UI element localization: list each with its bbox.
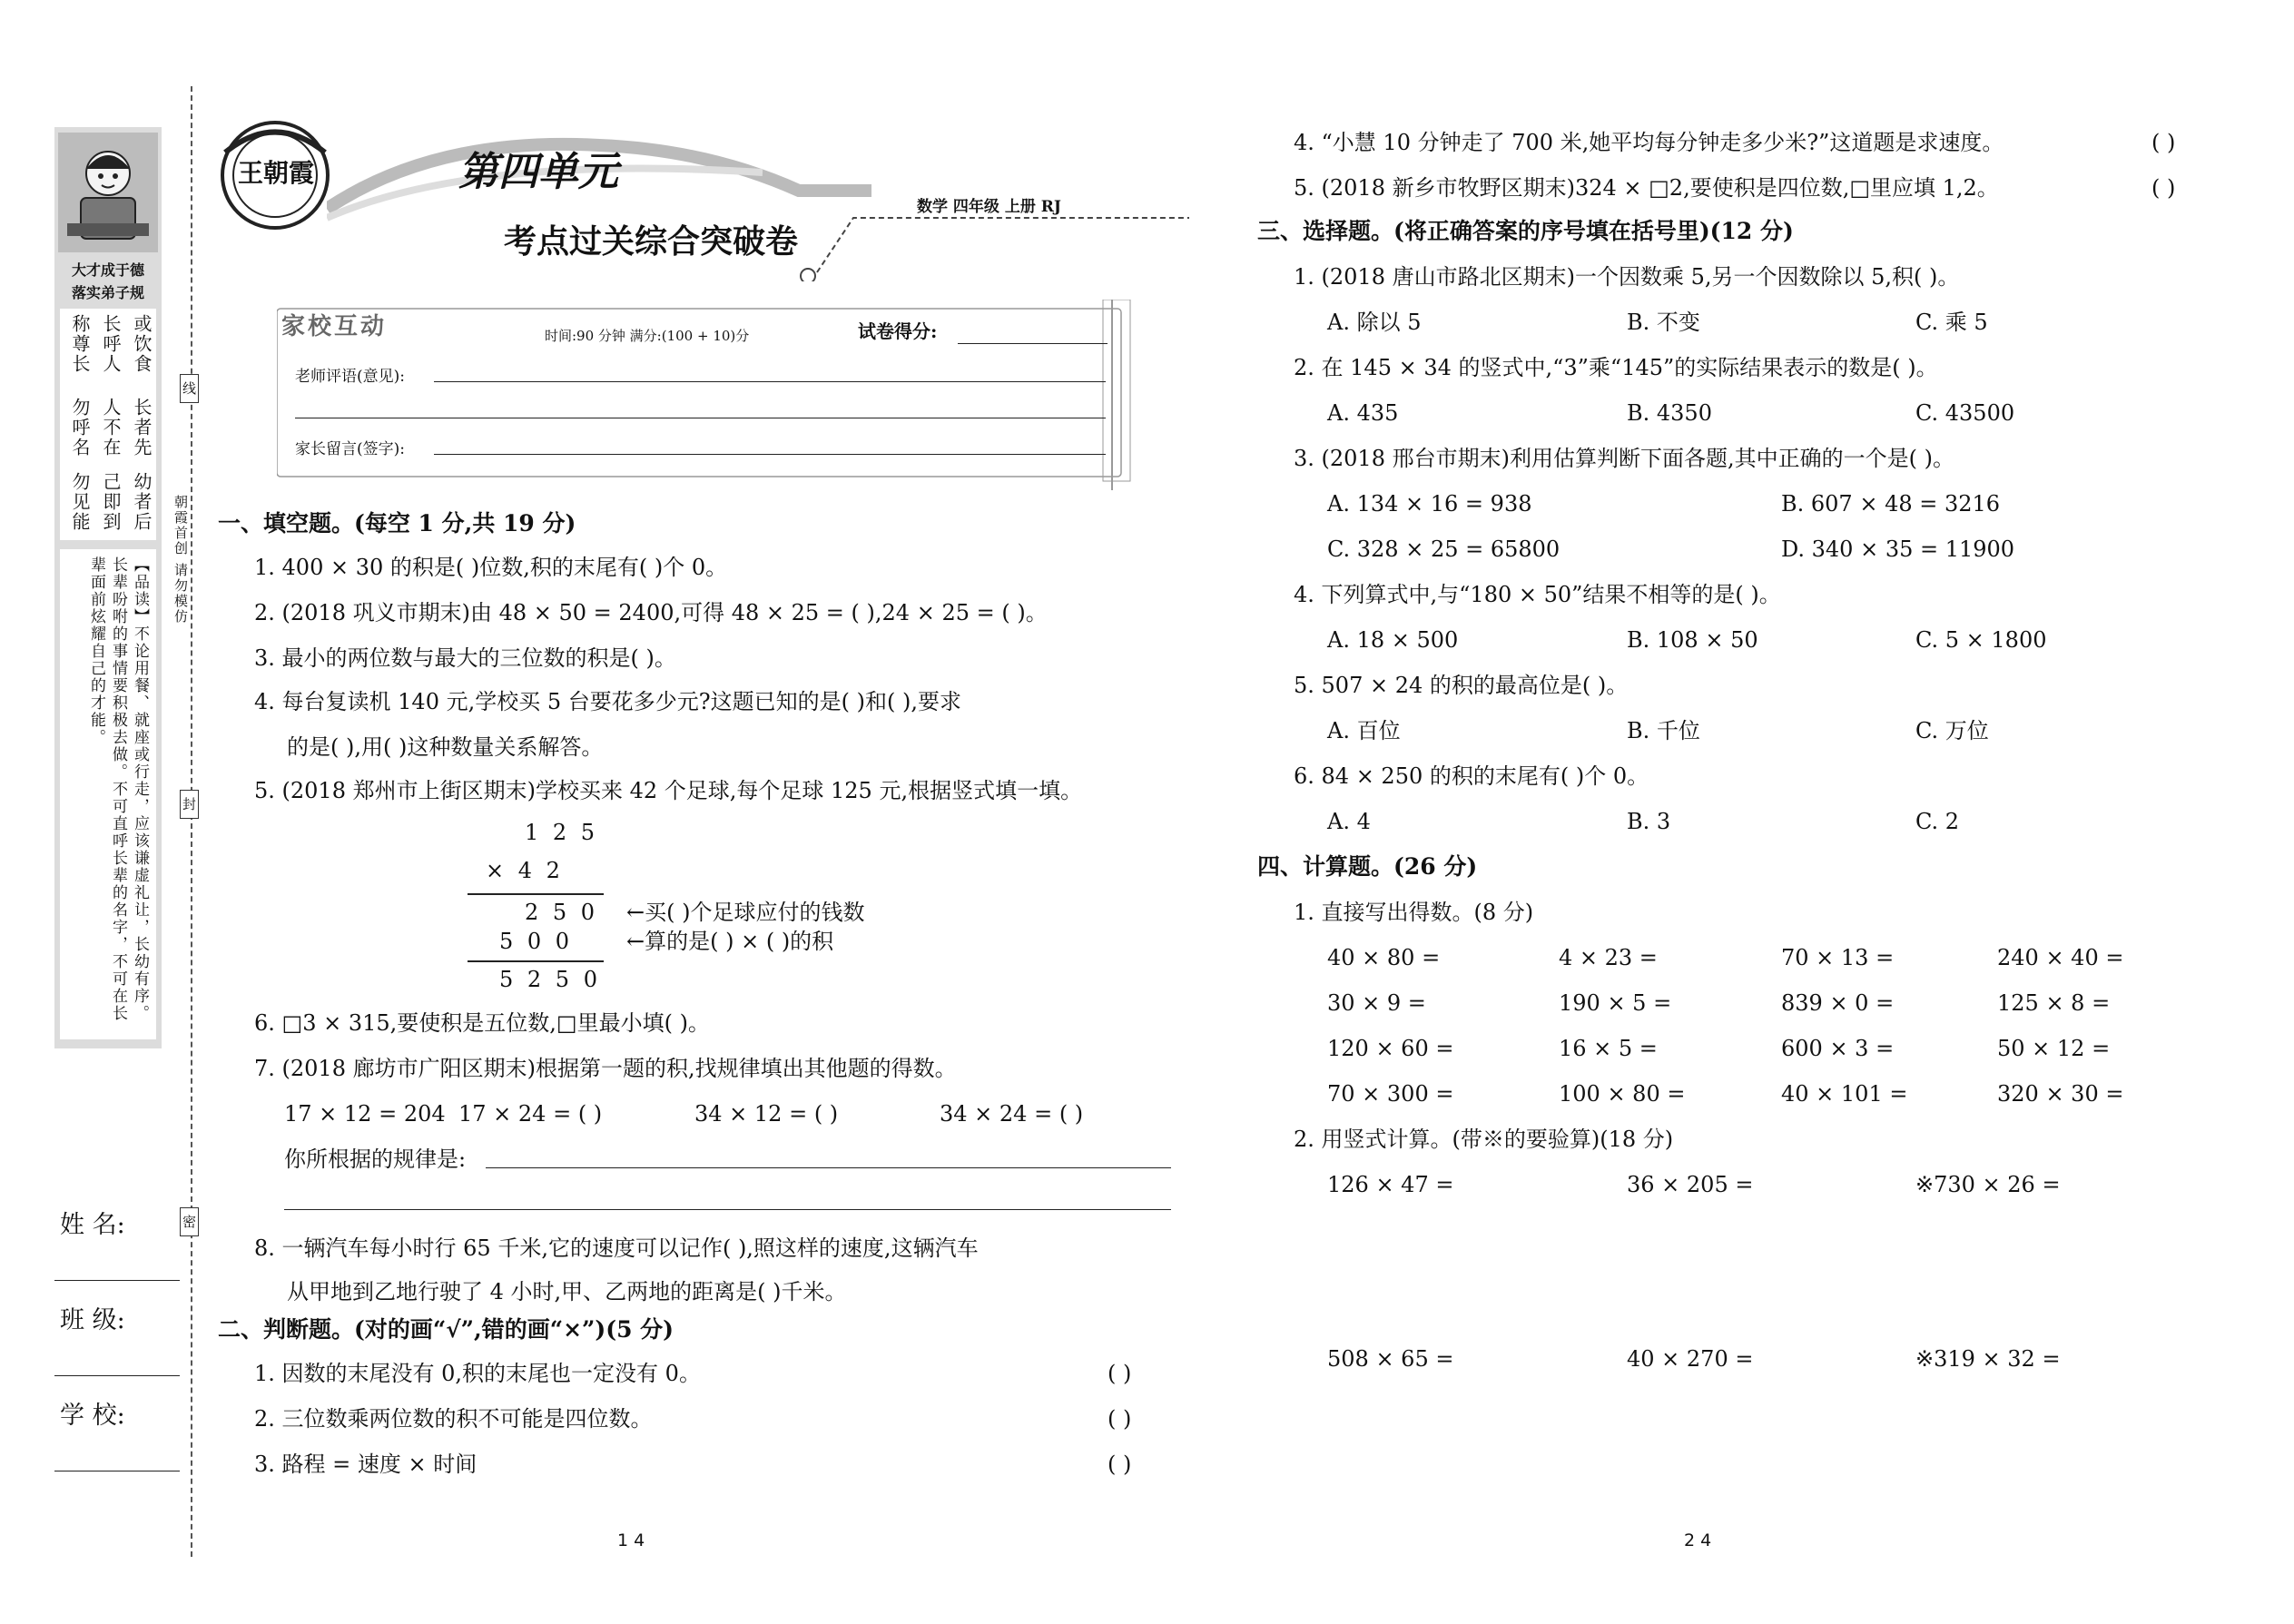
q7-rule-field[interactable] xyxy=(486,1167,1171,1168)
poem-col: 称尊长 xyxy=(69,314,91,374)
vertical-calc-row: 2 5 0 xyxy=(525,900,599,925)
paper-subtitle: 考点过关综合突破卷 xyxy=(504,222,799,261)
subject-meta: 数学 四年级 上册 RJ xyxy=(917,198,1061,216)
oral-calc: 125 × 8 = xyxy=(1997,990,2111,1016)
vertical-calc-row: × 4 2 xyxy=(486,858,564,883)
oral-calc: 30 × 9 = xyxy=(1327,990,1426,1016)
fold-mark: 封 xyxy=(180,790,199,819)
oral-calc: 4 × 23 = xyxy=(1559,945,1658,970)
poem-box xyxy=(60,309,156,540)
choice-option: C. 328 × 25 = 65800 xyxy=(1327,536,1561,562)
school-label: 学 校: xyxy=(60,1402,125,1430)
question-3: 3. 最小的两位数与最大的三位数的积是( )。 xyxy=(254,645,676,671)
q7-item: 34 × 12 = ( ) xyxy=(694,1101,839,1127)
choice-option: B. 4350 xyxy=(1627,400,1712,426)
choice-option: C. 乘 5 xyxy=(1915,310,1988,335)
choice-option: B. 607 × 48 = 3216 xyxy=(1781,491,2001,517)
written-calc: 40 × 270 = xyxy=(1627,1346,1754,1372)
choice-option: C. 万位 xyxy=(1915,718,1989,743)
poem-col: 长呼人 xyxy=(100,314,122,374)
parent-comment-field[interactable] xyxy=(434,454,1106,455)
judge-4: 4. “小慧 10 分钟走了 700 米,她平均每分钟走多少米?”这道题是求速度。 xyxy=(1294,130,2004,155)
choice-option: B. 不变 xyxy=(1627,310,1700,335)
section-judge-title: 二、判断题。(对的画“√”,错的画“×”)(5 分) xyxy=(218,1316,674,1343)
question-4-cont: 的是( ),用( )这种数量关系解答。 xyxy=(287,734,604,760)
judge-1: 1. 因数的末尾没有 0,积的末尾也一定没有 0。 xyxy=(254,1361,701,1386)
written-calc: ※730 × 26 = xyxy=(1915,1172,2061,1197)
question-7: 7. (2018 廊坊市广阳区期末)根据第一题的积,找规律填出其他题的得数。 xyxy=(254,1056,957,1081)
judge-answer[interactable]: ( ) xyxy=(2151,130,2176,155)
name-label: 姓 名: xyxy=(60,1211,125,1239)
q7-rule-label: 你所根据的规律是: xyxy=(284,1147,467,1172)
poem-col: 勿呼名 xyxy=(69,398,91,458)
choice-option: A. 18 × 500 xyxy=(1327,627,1459,653)
calc-line xyxy=(468,960,604,962)
q7-item: 17 × 24 = ( ) xyxy=(458,1101,603,1127)
q7-rule-field-2[interactable] xyxy=(284,1209,1171,1210)
arrow-note-2: ←算的是( ) × ( )的积 xyxy=(626,929,834,954)
written-calc: 126 × 47 = xyxy=(1327,1172,1454,1197)
oral-calc: 100 × 80 = xyxy=(1559,1081,1686,1107)
copyright-notice: 朝霞首创 请勿模仿 xyxy=(172,495,189,625)
fold-mark: 线 xyxy=(180,374,199,403)
poem-col: 己即到 xyxy=(100,472,122,532)
oral-calc: 320 × 30 = xyxy=(1997,1081,2124,1107)
motto-line-2: 落实弟子规 xyxy=(71,284,144,301)
reading-box xyxy=(60,549,156,1039)
calc-part-1: 1. 直接写出得数。(8 分) xyxy=(1294,900,1534,925)
fold-mark: 密 xyxy=(180,1207,199,1236)
judge-answer[interactable]: ( ) xyxy=(1108,1361,1132,1386)
choice-5: 5. 507 × 24 的积的最高位是( )。 xyxy=(1294,673,1629,698)
question-8: 8. 一辆汽车每小时行 65 千米,它的速度可以记作( ),照这样的速度,这辆汽车 xyxy=(254,1235,979,1261)
page-number-left: 1 4 xyxy=(617,1530,645,1550)
judge-5: 5. (2018 新乡市牧野区期末)324 × □2,要使积是四位数,□里应填 1,2。 xyxy=(1294,175,1999,201)
choice-option: C. 2 xyxy=(1915,809,1960,834)
class-field[interactable] xyxy=(54,1375,180,1376)
poem-col: 长者先 xyxy=(131,398,153,458)
choice-1: 1. (2018 唐山市路北区期末)一个因数乘 5,另一个因数除以 5,积( )。 xyxy=(1294,264,1960,290)
written-calc: 508 × 65 = xyxy=(1327,1346,1454,1372)
choice-option: C. 43500 xyxy=(1915,400,2015,426)
mascot-image xyxy=(58,133,158,252)
teacher-comment-label: 老师评语(意见): xyxy=(295,368,405,386)
score-field[interactable] xyxy=(958,343,1108,344)
choice-option: A. 435 xyxy=(1327,400,1399,426)
question-5: 5. (2018 郑州市上街区期末)学校买来 42 个足球,每个足球 125 元,根据竖式填一填。 xyxy=(254,778,1083,803)
oral-calc: 50 × 12 = xyxy=(1997,1036,2111,1061)
choice-option: C. 5 × 1800 xyxy=(1915,627,2047,653)
question-6: 6. □3 × 315,要使积是五位数,□里最小填( )。 xyxy=(254,1010,710,1036)
oral-calc: 70 × 300 = xyxy=(1327,1081,1454,1107)
choice-option: A. 除以 5 xyxy=(1327,310,1422,335)
written-calc: 36 × 205 = xyxy=(1627,1172,1754,1197)
question-2: 2. (2018 巩义市期末)由 48 × 50 = 2400,可得 48 × 25 = ( ),24 × 25 = ( )。 xyxy=(254,600,1048,625)
choice-option: B. 108 × 50 xyxy=(1627,627,1758,653)
vertical-calc-row: 5 2 5 0 xyxy=(499,967,601,992)
choice-option: A. 百位 xyxy=(1327,718,1401,743)
section-fill-title: 一、填空题。(每空 1 分,共 19 分) xyxy=(218,510,576,536)
choice-option: B. 3 xyxy=(1627,809,1671,834)
vertical-calc-row: 1 2 5 xyxy=(525,820,599,845)
home-school-label: 家校互动 xyxy=(281,313,388,340)
oral-calc: 600 × 3 = xyxy=(1781,1036,1895,1061)
poem-col: 勿见能 xyxy=(69,472,91,532)
choice-option: A. 4 xyxy=(1327,809,1371,834)
choice-2: 2. 在 145 × 34 的竖式中,“3”乘“145”的实际结果表示的数是( )。 xyxy=(1294,355,1938,380)
oral-calc: 40 × 80 = xyxy=(1327,945,1441,970)
poem-col: 幼者后 xyxy=(131,472,153,532)
unit-title: 第四单元 xyxy=(458,149,618,195)
choice-option: D. 340 × 35 = 11900 xyxy=(1781,536,2015,562)
written-calc: ※319 × 32 = xyxy=(1915,1346,2061,1372)
name-field[interactable] xyxy=(54,1280,180,1281)
calc-line xyxy=(468,893,604,895)
oral-calc: 16 × 5 = xyxy=(1559,1036,1658,1061)
choice-6: 6. 84 × 250 的积的末尾有( )个 0。 xyxy=(1294,763,1649,789)
q7-item: 17 × 12 = 204 xyxy=(284,1101,446,1127)
brand-logo xyxy=(216,116,334,234)
vertical-calc-row: 5 0 0 xyxy=(499,929,574,954)
question-8-cont: 从甲地到乙地行驶了 4 小时,甲、乙两地的距离是( )千米。 xyxy=(287,1279,847,1304)
choice-option: B. 千位 xyxy=(1627,718,1700,743)
q7-item: 34 × 24 = ( ) xyxy=(940,1101,1084,1127)
cut-line xyxy=(191,86,192,1557)
class-label: 班 级: xyxy=(60,1306,125,1334)
oral-calc: 40 × 101 = xyxy=(1781,1081,1908,1107)
logo-text: 王朝霞 xyxy=(238,158,315,188)
question-4: 4. 每台复读机 140 元,学校买 5 台要花多少元?这题已知的是( )和( ),要求 xyxy=(254,689,961,714)
motto-line-1: 大才成于德 xyxy=(71,261,144,279)
score-label: 试卷得分: xyxy=(858,320,938,342)
calc-part-2: 2. 用竖式计算。(带※的要验算)(18 分) xyxy=(1294,1127,1674,1152)
judge-answer[interactable]: ( ) xyxy=(1108,1406,1132,1432)
section-calc-title: 四、计算题。(26 分) xyxy=(1257,853,1478,880)
judge-3: 3. 路程 = 速度 × 时间 xyxy=(254,1452,478,1477)
oral-calc: 190 × 5 = xyxy=(1559,990,1672,1016)
judge-2: 2. 三位数乘两位数的积不可能是四位数。 xyxy=(254,1406,653,1432)
arrow-note-1: ←买( )个足球应付的钱数 xyxy=(626,900,865,925)
choice-4: 4. 下列算式中,与“180 × 50”结果不相等的是( )。 xyxy=(1294,582,1781,607)
section-choice-title: 三、选择题。(将正确答案的序号填在括号里)(12 分) xyxy=(1257,218,1794,244)
page-number-right: 2 4 xyxy=(1684,1530,1712,1550)
oral-calc: 120 × 60 = xyxy=(1327,1036,1454,1061)
poem-col: 或饮食 xyxy=(131,314,153,374)
poem-col: 人不在 xyxy=(100,398,122,458)
judge-answer[interactable]: ( ) xyxy=(1108,1452,1132,1477)
parent-comment-label: 家长留言(签字): xyxy=(295,440,405,458)
exam-time-info: 时间:90 分钟 满分:(100 + 10)分 xyxy=(545,328,750,344)
teacher-comment-field[interactable] xyxy=(434,381,1106,382)
judge-answer[interactable]: ( ) xyxy=(2151,175,2176,201)
oral-calc: 839 × 0 = xyxy=(1781,990,1895,1016)
oral-calc: 240 × 40 = xyxy=(1997,945,2124,970)
reading-text: 【品读】不论用餐、就座或行走，应该谦虚礼让，长幼有序。长辈吩咐的事情要积极去做。不可直呼长辈的名字，不可在长辈面前炫耀自己的才能。 xyxy=(87,556,149,1022)
choice-option: A. 134 × 16 = 938 xyxy=(1327,491,1532,517)
choice-3: 3. (2018 邢台市期末)利用估算判断下面各题,其中正确的一个是( )。 xyxy=(1294,446,1954,471)
oral-calc: 70 × 13 = xyxy=(1781,945,1895,970)
question-1: 1. 400 × 30 的积是( )位数,积的末尾有( )个 0。 xyxy=(254,555,728,580)
